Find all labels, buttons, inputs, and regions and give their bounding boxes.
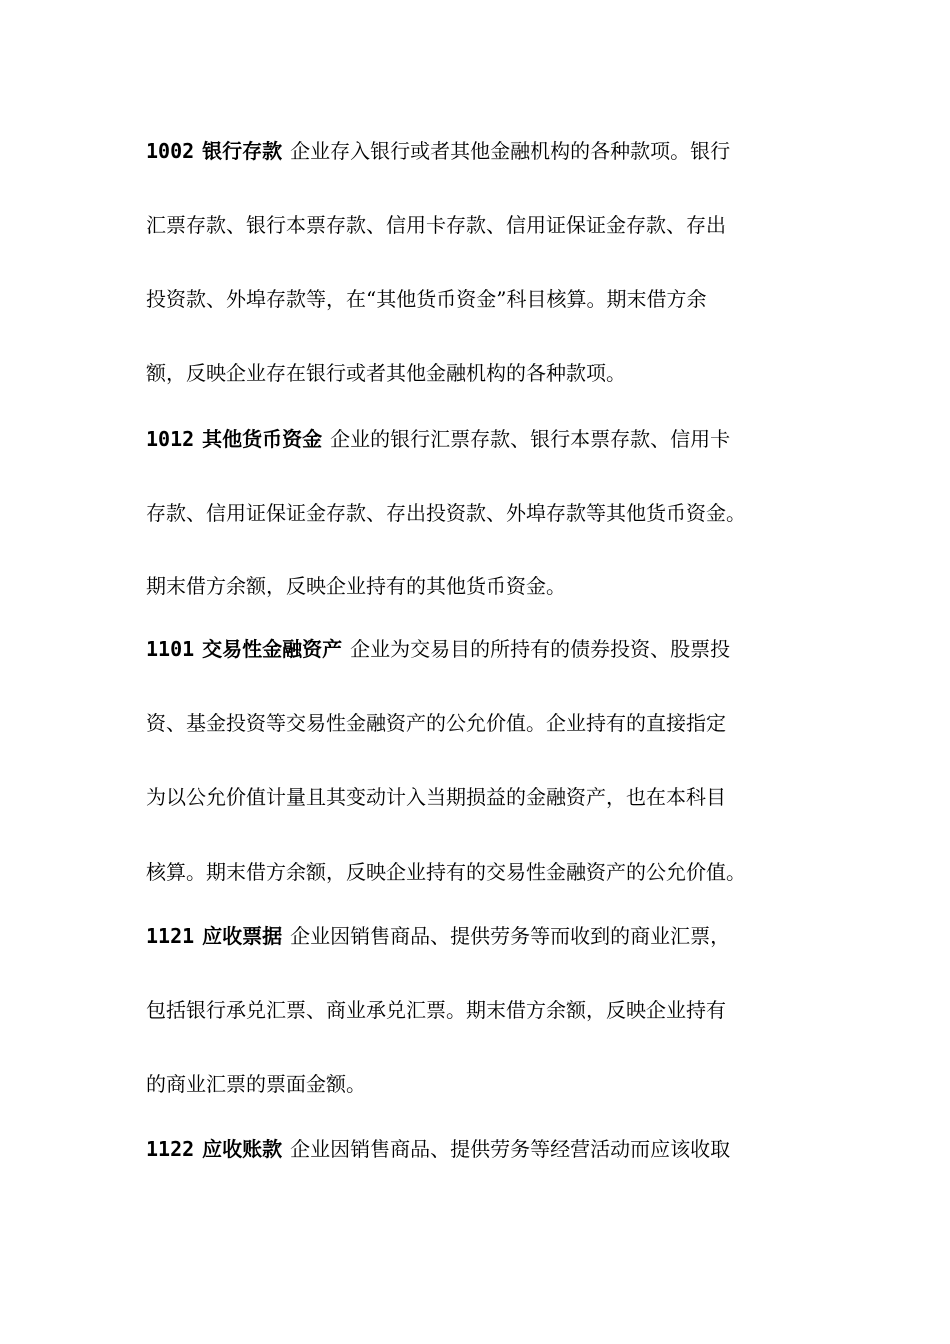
entry-text: 企业的银行汇票存款、银行本票存款、信用卡 xyxy=(330,427,731,451)
entry-term: 应收账款 xyxy=(202,1137,283,1161)
entry-1012-line-2 xyxy=(146,501,826,525)
entry-text: 企业因销售商品、提供劳务等而收到的商业汇票， xyxy=(290,924,731,948)
entry-code: 1002 xyxy=(146,139,195,163)
entry-1121-line-3 xyxy=(146,1072,826,1096)
entry-text: 额，反映企业存在银行或者其他金融机构的各种款项。 xyxy=(146,361,626,385)
entry-code: 1101 xyxy=(146,637,195,661)
entry-term: 其他货币资金 xyxy=(202,427,323,451)
entry-1121-line-2 xyxy=(146,998,826,1022)
entry-text: 投资款、外埠存款等，在“其他货币资金”科目核算。期末借方余 xyxy=(146,287,707,311)
entry-1101-line-4 xyxy=(146,860,826,884)
entry-1002-line-3 xyxy=(146,287,826,311)
entry-text: 为以公允价值计量且其变动计入当期损益的金融资产，也在本科目 xyxy=(146,785,726,809)
entry-text: 企业因销售商品、提供劳务等经营活动而应该收取 xyxy=(290,1137,731,1161)
entry-code: 1012 xyxy=(146,427,195,451)
entry-code: 1122 xyxy=(146,1137,195,1161)
entry-text: 企业为交易目的所持有的债券投资、股票投 xyxy=(350,637,731,661)
entry-text: 核算。期末借方余额，反映企业持有的交易性金融资产的公允价值。 xyxy=(146,860,746,884)
entry-1002-line-2 xyxy=(146,213,826,237)
entry-text: 的商业汇票的票面金额。 xyxy=(146,1072,366,1096)
entry-1101-line-3 xyxy=(146,785,826,809)
entry-1101-line-1 xyxy=(146,637,826,661)
entry-text: 资、基金投资等交易性金融资产的公允价值。企业持有的直接指定 xyxy=(146,711,726,735)
entry-text: 企业存入银行或者其他金融机构的各种款项。银行 xyxy=(290,139,731,163)
entry-text: 期末借方余额，反映企业持有的其他货币资金。 xyxy=(146,574,566,598)
entry-text: 汇票存款、银行本票存款、信用卡存款、信用证保证金存款、存出 xyxy=(146,213,726,237)
entry-1121-line-1 xyxy=(146,924,826,948)
entry-1122-line-1 xyxy=(146,1137,826,1161)
entry-term: 交易性金融资产 xyxy=(202,637,343,661)
entry-code: 1121 xyxy=(146,924,195,948)
entry-text: 包括银行承兑汇票、商业承兑汇票。期末借方余额，反映企业持有 xyxy=(146,998,726,1022)
entry-1002-line-4 xyxy=(146,361,826,385)
entry-text: 存款、信用证保证金存款、存出投资款、外埠存款等其他货币资金。 xyxy=(146,501,746,525)
entry-1012-line-3 xyxy=(146,574,826,598)
entry-1101-line-2 xyxy=(146,711,826,735)
entry-1002-line-1 xyxy=(146,139,826,163)
entry-1012-line-1 xyxy=(146,427,826,451)
entry-term: 银行存款 xyxy=(202,139,283,163)
entry-term: 应收票据 xyxy=(202,924,283,948)
